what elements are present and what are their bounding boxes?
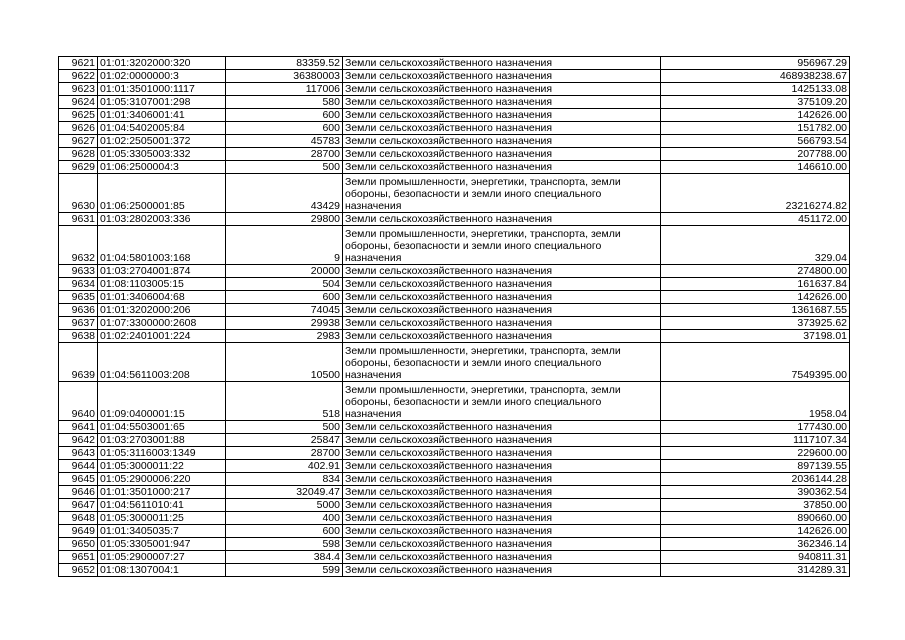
cadastral-number-cell: 01:05:3000011:25 — [98, 512, 226, 525]
land-category-cell — [343, 538, 661, 551]
cadastral-number-cell: 01:03:2704001:874 — [98, 265, 226, 278]
table-row — [59, 148, 850, 161]
table-row — [59, 486, 850, 499]
row-number-cell: 9640 — [59, 382, 98, 421]
row-number-cell: 9635 — [59, 291, 98, 304]
row-number-cell: 9646 — [59, 486, 98, 499]
row-number-cell: 9627 — [59, 135, 98, 148]
row-number-cell: 9649 — [59, 525, 98, 538]
land-category-line: Земли сельскохозяйственного назначения — [345, 278, 553, 290]
land-category-line: Земли сельскохозяйственного назначения — [345, 512, 553, 524]
land-category-line: Земли сельскохозяйственного назначения — [345, 148, 553, 160]
cadastral-number-cell: 01:01:3405035:7 — [98, 525, 226, 538]
table-row — [59, 122, 850, 135]
cadastral-value-cell: 890660.00 — [661, 512, 850, 525]
land-category-line: Земли сельскохозяйственного назначения — [345, 538, 553, 550]
cadastral-number-cell: 01:05:3305001:947 — [98, 538, 226, 551]
cadastral-value-cell: 207788.00 — [661, 148, 850, 161]
cadastral-number-cell: 01:08:1103005:15 — [98, 278, 226, 291]
area-cell: 117006 — [226, 83, 343, 96]
area-cell: 834 — [226, 473, 343, 486]
table-row — [59, 96, 850, 109]
area-cell: 83359.52 — [226, 57, 343, 70]
land-category-line: Земли сельскохозяйственного назначения — [345, 265, 553, 277]
row-number-cell: 9634 — [59, 278, 98, 291]
land-category-line: Земли сельскохозяйственного назначения — [345, 291, 553, 303]
table-row — [59, 83, 850, 96]
cadastral-number-cell: 01:05:3305003:332 — [98, 148, 226, 161]
row-number-cell: 9641 — [59, 421, 98, 434]
area-cell: 500 — [226, 161, 343, 174]
land-category-line: Земли сельскохозяйственного назначения — [345, 57, 553, 69]
table-row — [59, 57, 850, 70]
cadastral-number-cell: 01:04:5611003:208 — [98, 343, 226, 382]
cadastral-number-cell: 01:04:5611010:41 — [98, 499, 226, 512]
cadastral-number-cell: 01:09:0400001:15 — [98, 382, 226, 421]
row-number-cell: 9632 — [59, 226, 98, 265]
land-category-line: Земли сельскохозяйственного назначения — [345, 434, 553, 446]
area-cell: 9 — [226, 226, 343, 265]
table-row — [59, 109, 850, 122]
cadastral-value-cell: 940811.31 — [661, 551, 850, 564]
cadastral-value-cell: 1958.04 — [661, 382, 850, 421]
area-cell: 600 — [226, 109, 343, 122]
cadastral-value-cell: 329.04 — [661, 226, 850, 265]
row-number-cell: 9633 — [59, 265, 98, 278]
land-category-line: Земли сельскохозяйственного назначения — [345, 460, 553, 472]
land-category-cell — [343, 148, 661, 161]
land-category-line: Земли промышленности, энергетики, транспорта, земли — [345, 176, 621, 188]
cadastral-number-cell: 01:02:2505001:372 — [98, 135, 226, 148]
land-category-cell — [343, 460, 661, 473]
row-number-cell: 9652 — [59, 564, 98, 577]
area-cell: 384.4 — [226, 551, 343, 564]
land-category-line: Земли сельскохозяйственного назначения — [345, 161, 553, 173]
cadastral-number-cell: 01:03:2802003:336 — [98, 213, 226, 226]
cadastral-value-cell: 177430.00 — [661, 421, 850, 434]
cadastral-number-cell: 01:06:2500001:85 — [98, 174, 226, 213]
land-category-line: обороны, безопасности и земли иного специального — [345, 240, 602, 252]
area-cell: 600 — [226, 122, 343, 135]
cadastral-value-cell: 23216274.82 — [661, 174, 850, 213]
cadastral-number-cell: 01:08:1307004:1 — [98, 564, 226, 577]
row-number-cell: 9642 — [59, 434, 98, 447]
cadastral-value-cell: 142626.00 — [661, 109, 850, 122]
area-cell: 74045 — [226, 304, 343, 317]
row-number-cell: 9639 — [59, 343, 98, 382]
land-category-cell — [343, 135, 661, 148]
row-number-cell: 9637 — [59, 317, 98, 330]
cadastral-number-cell: 01:05:3107001:298 — [98, 96, 226, 109]
area-cell: 504 — [226, 278, 343, 291]
cadastral-number-cell: 01:04:5503001:65 — [98, 421, 226, 434]
cadastral-value-cell: 362346.14 — [661, 538, 850, 551]
cadastral-number-cell: 01:05:3116003:1349 — [98, 447, 226, 460]
table-row — [59, 564, 850, 577]
cadastral-number-cell: 01:05:2900006:220 — [98, 473, 226, 486]
land-category-cell — [343, 174, 661, 213]
land-category-cell — [343, 447, 661, 460]
land-category-cell — [343, 486, 661, 499]
table-row — [59, 304, 850, 317]
land-category-line: назначения — [345, 200, 402, 212]
land-category-line: Земли сельскохозяйственного назначения — [345, 330, 553, 342]
row-number-cell: 9623 — [59, 83, 98, 96]
land-category-line: Земли промышленности, энергетики, транспорта, земли — [345, 345, 621, 357]
table-row — [59, 174, 850, 213]
cadastral-value-cell: 274800.00 — [661, 265, 850, 278]
table-body — [59, 57, 850, 577]
land-category-cell — [343, 83, 661, 96]
land-category-cell — [343, 343, 661, 382]
cadastral-value-cell: 7549395.00 — [661, 343, 850, 382]
cadastral-number-cell: 01:04:5801003:168 — [98, 226, 226, 265]
cadastral-value-cell: 142626.00 — [661, 525, 850, 538]
row-number-cell: 9628 — [59, 148, 98, 161]
table-row — [59, 382, 850, 421]
cadastral-number-cell: 01:07:3300000:2608 — [98, 317, 226, 330]
land-category-cell — [343, 551, 661, 564]
table-row — [59, 278, 850, 291]
table-row — [59, 330, 850, 343]
area-cell: 29800 — [226, 213, 343, 226]
table-row — [59, 226, 850, 265]
area-cell: 28700 — [226, 447, 343, 460]
area-cell: 518 — [226, 382, 343, 421]
cadastral-value-cell: 146610.00 — [661, 161, 850, 174]
cadastral-value-cell: 956967.29 — [661, 57, 850, 70]
land-category-line: Земли сельскохозяйственного назначения — [345, 109, 553, 121]
area-cell: 10500 — [226, 343, 343, 382]
cadastral-number-cell: 01:01:3501000:1117 — [98, 83, 226, 96]
land-category-line: Земли сельскохозяйственного назначения — [345, 317, 553, 329]
area-cell: 29938 — [226, 317, 343, 330]
cadastral-number-cell: 01:04:5402005:84 — [98, 122, 226, 135]
cadastral-number-cell: 01:05:2900007:27 — [98, 551, 226, 564]
land-category-cell — [343, 525, 661, 538]
table-row — [59, 343, 850, 382]
table-row — [59, 70, 850, 83]
table-row — [59, 447, 850, 460]
land-category-line: обороны, безопасности и земли иного специального — [345, 396, 602, 408]
row-number-cell: 9636 — [59, 304, 98, 317]
area-cell: 600 — [226, 525, 343, 538]
table-row — [59, 421, 850, 434]
table-row — [59, 291, 850, 304]
row-number-cell: 9631 — [59, 213, 98, 226]
land-category-line: Земли сельскохозяйственного назначения — [345, 564, 553, 576]
row-number-cell: 9625 — [59, 109, 98, 122]
cadastral-value-cell: 1117107.34 — [661, 434, 850, 447]
area-cell: 402.91 — [226, 460, 343, 473]
land-category-line: Земли сельскохозяйственного назначения — [345, 421, 553, 433]
area-cell: 36380003 — [226, 70, 343, 83]
land-category-line: обороны, безопасности и земли иного специального — [345, 188, 602, 200]
cadastral-value-cell: 37850.00 — [661, 499, 850, 512]
row-number-cell: 9638 — [59, 330, 98, 343]
row-number-cell: 9622 — [59, 70, 98, 83]
land-category-cell — [343, 122, 661, 135]
area-cell: 600 — [226, 291, 343, 304]
land-category-line: Земли сельскохозяйственного назначения — [345, 447, 553, 459]
table-row — [59, 460, 850, 473]
table-row — [59, 512, 850, 525]
row-number-cell: 9647 — [59, 499, 98, 512]
cadastral-value-cell: 37198.01 — [661, 330, 850, 343]
land-category-cell — [343, 57, 661, 70]
land-category-line: назначения — [345, 252, 402, 264]
land-plots-table — [58, 56, 850, 577]
cadastral-number-cell: 01:01:3501000:217 — [98, 486, 226, 499]
row-number-cell: 9651 — [59, 551, 98, 564]
table-row — [59, 551, 850, 564]
cadastral-value-cell: 451172.00 — [661, 213, 850, 226]
land-category-line: Земли сельскохозяйственного назначения — [345, 96, 553, 108]
area-cell: 598 — [226, 538, 343, 551]
land-category-line: обороны, безопасности и земли иного специального — [345, 357, 602, 369]
land-category-cell — [343, 499, 661, 512]
row-number-cell: 9621 — [59, 57, 98, 70]
cadastral-number-cell: 01:01:3406001:41 — [98, 109, 226, 122]
area-cell: 43429 — [226, 174, 343, 213]
cadastral-value-cell: 566793.54 — [661, 135, 850, 148]
row-number-cell: 9630 — [59, 174, 98, 213]
land-category-cell — [343, 226, 661, 265]
cadastral-number-cell: 01:05:3000011:22 — [98, 460, 226, 473]
land-category-line: Земли сельскохозяйственного назначения — [345, 70, 553, 82]
land-category-line: Земли промышленности, энергетики, транспорта, земли — [345, 228, 621, 240]
row-number-cell: 9626 — [59, 122, 98, 135]
land-category-cell — [343, 265, 661, 278]
land-category-cell — [343, 421, 661, 434]
cadastral-value-cell: 161637.84 — [661, 278, 850, 291]
cadastral-value-cell: 229600.00 — [661, 447, 850, 460]
table-row — [59, 135, 850, 148]
table-row — [59, 161, 850, 174]
table-row — [59, 538, 850, 551]
row-number-cell: 9650 — [59, 538, 98, 551]
cadastral-value-cell: 468938238.67 — [661, 70, 850, 83]
land-category-line: Земли сельскохозяйственного назначения — [345, 486, 553, 498]
area-cell: 2983 — [226, 330, 343, 343]
land-category-cell — [343, 304, 661, 317]
land-category-line: назначения — [345, 408, 402, 420]
land-category-cell — [343, 382, 661, 421]
table-row — [59, 213, 850, 226]
row-number-cell: 9644 — [59, 460, 98, 473]
land-category-line: Земли сельскохозяйственного назначения — [345, 551, 553, 563]
cadastral-number-cell: 01:02:0000000:3 — [98, 70, 226, 83]
land-category-line: Земли сельскохозяйственного назначения — [345, 525, 553, 537]
cadastral-number-cell: 01:01:3202000:206 — [98, 304, 226, 317]
cadastral-value-cell: 390362.54 — [661, 486, 850, 499]
area-cell: 20000 — [226, 265, 343, 278]
cadastral-number-cell: 01:01:3202000:320 — [98, 57, 226, 70]
land-category-cell — [343, 161, 661, 174]
cadastral-value-cell: 1361687.55 — [661, 304, 850, 317]
cadastral-value-cell: 1425133.08 — [661, 83, 850, 96]
cadastral-value-cell: 314289.31 — [661, 564, 850, 577]
land-category-line: Земли сельскохозяйственного назначения — [345, 135, 553, 147]
area-cell: 28700 — [226, 148, 343, 161]
cadastral-value-cell: 142626.00 — [661, 291, 850, 304]
row-number-cell: 9629 — [59, 161, 98, 174]
land-category-line: назначения — [345, 369, 402, 381]
cadastral-number-cell: 01:03:2703001:88 — [98, 434, 226, 447]
land-category-cell — [343, 317, 661, 330]
land-category-cell — [343, 473, 661, 486]
land-category-cell — [343, 96, 661, 109]
land-category-cell — [343, 213, 661, 226]
land-category-line: Земли сельскохозяйственного назначения — [345, 122, 553, 134]
cadastral-value-cell: 375109.20 — [661, 96, 850, 109]
land-category-cell — [343, 291, 661, 304]
land-category-cell — [343, 330, 661, 343]
area-cell: 400 — [226, 512, 343, 525]
table-row — [59, 317, 850, 330]
land-category-line: Земли сельскохозяйственного назначения — [345, 473, 553, 485]
row-number-cell: 9624 — [59, 96, 98, 109]
land-category-cell — [343, 70, 661, 83]
area-cell: 599 — [226, 564, 343, 577]
cadastral-value-cell: 151782.00 — [661, 122, 850, 135]
table-row — [59, 525, 850, 538]
land-category-cell — [343, 564, 661, 577]
cadastral-number-cell: 01:02:2401001:224 — [98, 330, 226, 343]
land-category-line: Земли сельскохозяйственного назначения — [345, 304, 553, 316]
row-number-cell: 9643 — [59, 447, 98, 460]
area-cell: 45783 — [226, 135, 343, 148]
land-category-line: Земли сельскохозяйственного назначения — [345, 499, 553, 511]
area-cell: 500 — [226, 421, 343, 434]
area-cell: 25847 — [226, 434, 343, 447]
area-cell: 5000 — [226, 499, 343, 512]
row-number-cell: 9645 — [59, 473, 98, 486]
table-row — [59, 434, 850, 447]
land-category-line: Земли промышленности, энергетики, транспорта, земли — [345, 384, 621, 396]
table-row — [59, 265, 850, 278]
cadastral-value-cell: 897139.55 — [661, 460, 850, 473]
land-category-line: Земли сельскохозяйственного назначения — [345, 213, 553, 225]
cadastral-value-cell: 373925.62 — [661, 317, 850, 330]
table-row — [59, 499, 850, 512]
area-cell: 32049.47 — [226, 486, 343, 499]
cadastral-number-cell: 01:06:2500004:3 — [98, 161, 226, 174]
cadastral-number-cell: 01:01:3406004:68 — [98, 291, 226, 304]
land-category-cell — [343, 512, 661, 525]
land-category-line: Земли сельскохозяйственного назначения — [345, 83, 553, 95]
land-category-cell — [343, 109, 661, 122]
land-category-cell — [343, 434, 661, 447]
land-category-cell — [343, 278, 661, 291]
row-number-cell: 9648 — [59, 512, 98, 525]
table-row — [59, 473, 850, 486]
cadastral-value-cell: 2036144.28 — [661, 473, 850, 486]
area-cell: 580 — [226, 96, 343, 109]
